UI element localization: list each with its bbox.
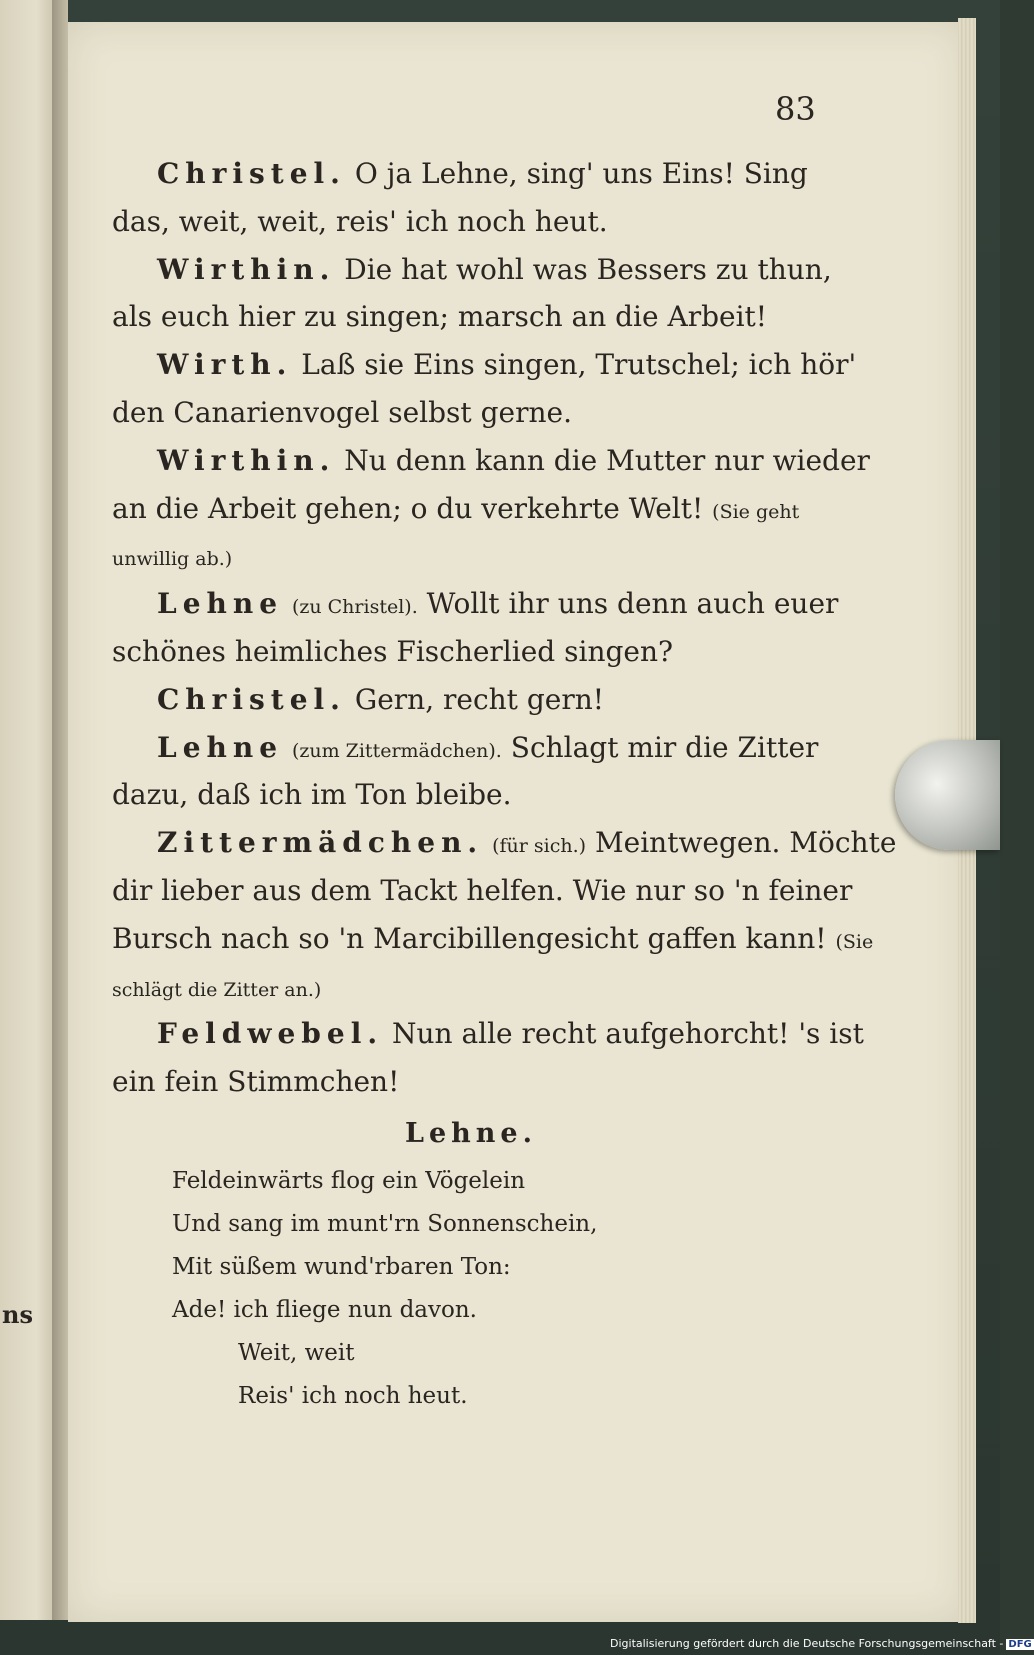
left-page-edge <box>0 0 52 1620</box>
stage-direction: (zum Zittermädchen). <box>291 739 502 762</box>
speaker-name: Lehne <box>157 730 284 764</box>
song-line: Ade! ich fliege nun davon. <box>172 1297 477 1323</box>
line-text: Wollt ihr uns denn auch euer <box>426 587 839 621</box>
line-text: Möchte <box>789 826 897 860</box>
song-title: Lehne. <box>405 1118 538 1149</box>
stage-direction: (für sich.) <box>492 835 587 858</box>
line-text: Schlagt mir die Zitter <box>510 730 819 764</box>
stage-direction: unwillig ab.) <box>112 548 233 571</box>
line-text: als euch hier zu singen; marsch an die Arbeit! <box>112 300 768 334</box>
song-line: Mit süßem wund'rbaren Ton: <box>172 1254 511 1280</box>
line-text: Nu denn kann die Mutter nur wieder <box>344 443 870 477</box>
text-line <box>112 341 857 389</box>
speaker-name: Lehne <box>157 587 284 621</box>
footer-text: Digitalisierung gefördert durch die Deutsche Forschungsgemeinschaft - <box>610 1637 1004 1650</box>
song-line: Feldeinwärts flog ein Vögelein <box>172 1168 526 1194</box>
text-line <box>112 150 812 198</box>
text-line <box>112 293 812 341</box>
song-line: Reis' ich noch heut. <box>238 1383 468 1409</box>
text-line <box>112 532 812 580</box>
line-text: Die hat wohl was Bessers zu thun, <box>344 252 832 286</box>
text-line <box>112 676 812 724</box>
line-text: das, weit, weit, reis' ich noch heut. <box>112 204 608 238</box>
text-line <box>112 771 812 819</box>
text-line <box>112 198 812 246</box>
line-text: Laß sie Eins singen, Trutschel; ich hör' <box>301 348 857 382</box>
line-text: Bursch nach so 'n Marcibillengesicht gaffen kann! <box>112 921 827 955</box>
dfg-logo: DFG <box>1008 1639 1032 1650</box>
speaker-name: Wirthin. <box>157 252 336 286</box>
line-text: an die Arbeit gehen; o du verkehrte Welt! <box>112 491 704 525</box>
line-text: O ja Lehne, sing' uns Eins! Sing <box>354 157 808 190</box>
text-line <box>112 867 853 915</box>
left-page-text-fragment: ns <box>2 1300 33 1329</box>
text-line <box>112 1010 864 1058</box>
song-line: Weit, weit <box>238 1340 355 1366</box>
stage-direction: schlägt die Zitter an.) <box>112 978 322 1001</box>
text-line <box>112 580 839 628</box>
line-text: dir lieber aus dem Tackt helfen. Wie nur so 'n feiner <box>112 873 853 907</box>
text-line <box>112 915 874 963</box>
speaker-name: Christel. <box>157 157 346 190</box>
stage-direction: (Sie geht <box>712 500 800 523</box>
line-text: Nun alle recht aufgehorcht! 's ist <box>391 1017 864 1051</box>
song-line: Und sang im munt'rn Sonnenschein, <box>172 1211 598 1237</box>
text-line <box>112 963 812 1011</box>
text-line <box>112 485 812 533</box>
text-line <box>112 389 812 437</box>
line-text: den Canarienvogel selbst gerne. <box>112 395 572 429</box>
book-gutter <box>52 0 68 1620</box>
line-text: schönes heimliches Fischerlied singen? <box>112 634 674 668</box>
song-verse <box>172 1160 597 1418</box>
text-line <box>112 437 870 485</box>
dialogue-text <box>112 150 897 1106</box>
speaker-name: Zittermädchen. <box>157 826 484 860</box>
stage-direction: (zu Christel). <box>291 596 418 619</box>
speaker-name: Wirth. <box>157 348 293 382</box>
page-number: 83 <box>775 90 816 128</box>
footer-credit <box>610 1637 1034 1650</box>
line-text: Gern, recht gern! <box>354 682 604 716</box>
speaker-name: Wirthin. <box>157 443 336 477</box>
text-line <box>112 1058 812 1106</box>
stage-direction: (Sie <box>835 930 874 953</box>
line-text: dazu, daß ich im Ton bleibe. <box>112 778 512 812</box>
speaker-name: Feldwebel. <box>157 1017 384 1051</box>
line-text: Meintwegen. <box>594 826 781 860</box>
speaker-name: Christel. <box>157 682 346 716</box>
text-line <box>112 246 832 294</box>
page-clip <box>895 740 1000 850</box>
text-line <box>112 724 819 772</box>
text-line <box>112 628 812 676</box>
line-text: ein fein Stimmchen! <box>112 1065 400 1099</box>
text-line <box>112 819 897 867</box>
